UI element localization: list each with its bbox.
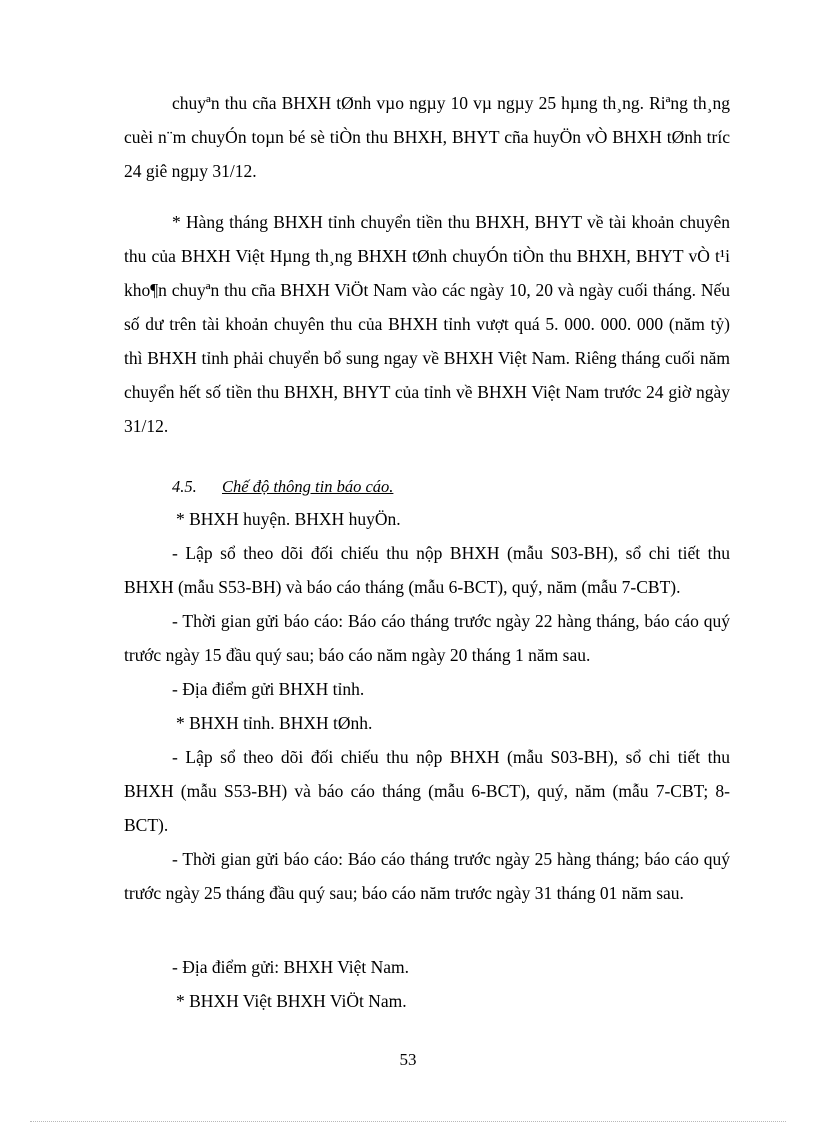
paragraph-text: - Thời gian gửi báo cáo: Báo cáo tháng trước ngày 22 hàng tháng, báo cáo quý trước ngày 15 đầu quý sau; báo cáo năm ngày 20 tháng 1 năm sau. [124, 611, 730, 665]
district-item-location: - Địa điểm gửi BHXH tỉnh. [172, 679, 365, 699]
section-number: 4.5. [172, 477, 197, 496]
paragraph-transfer-schedule [124, 86, 730, 188]
section-title: Chế độ thông tin báo cáo. [222, 477, 394, 496]
district-item-deadline [124, 604, 730, 672]
paragraph-monthly-transfer [124, 205, 730, 443]
province-item-deadline [124, 842, 730, 910]
district-item-ledger [124, 536, 730, 604]
page-number: 53 [399, 1050, 417, 1069]
province-item-location: - Địa điểm gửi: BHXH Việt Nam. [172, 957, 410, 977]
paragraph-text: - Lập sổ theo dõi đối chiếu thu nộp BHXH (mẫu S03-BH), sổ chi tiết thu BHXH (mẫu S53-BH) và báo cáo tháng (mẫu 6-BCT), quý, năm (mẫu 7-CBT). [124, 543, 730, 597]
section-heading [172, 475, 393, 499]
footer-divider [30, 1121, 786, 1122]
province-item-ledger [124, 740, 730, 842]
province-header: * BHXH tỉnh. BHXH tØnh. [176, 713, 373, 733]
paragraph-text: - Thời gian gửi báo cáo: Báo cáo tháng trước ngày 25 hàng tháng; báo cáo quý trước ngày 25 tháng đầu quý sau; báo cáo năm trước ngày 31 tháng 01 năm sau. [124, 849, 730, 903]
national-header: * BHXH Việt BHXH ViÖt Nam. [176, 991, 407, 1011]
paragraph-text: * Hàng tháng BHXH tỉnh chuyển tiền thu BHXH, BHYT về tài khoản chuyên thu của BHXH Việt Hµng th¸ng BHXH tØnh chuyÓn tiÒn thu BHXH, BHYT vÒ t¹i kho¶n chuyªn thu cña BHXH ViÖt Nam vào các ngày 10, 20 và ngày cuối tháng. Nếu số dư trên tài khoản chuyên thu của BHXH tỉnh vượt quá 5. 000. 000. 000 (năm tỷ) thì BHXH tỉnh phải chuyển bổ sung ngay về BHXH Việt Nam. Riêng tháng cuối năm chuyển hết số tiền thu BHXH, BHYT của tỉnh về BHXH Việt Nam trước 24 giờ ngày 31/12. [124, 212, 730, 436]
paragraph-text: - Lập sổ theo dõi đối chiếu thu nộp BHXH (mẫu S03-BH), sổ chi tiết thu BHXH (mẫu S53-BH) và báo cáo tháng (mẫu 6-BCT), quý, năm (mẫu 7-CBT; 8-BCT). [124, 747, 730, 835]
district-header: * BHXH huyện. BHXH huyÖn. [176, 509, 401, 529]
paragraph-text: chuyªn thu cña BHXH tØnh vµo ngµy 10 vµ ngµy 25 hµng th¸ng. Riªng th¸ng cuèi n¨m chuyÓn toµn bé sè tiÒn thu BHXH, BHYT cña huyÖn vÒ BHXH tØnh tríc 24 giê ngµy 31/12. [124, 93, 730, 181]
